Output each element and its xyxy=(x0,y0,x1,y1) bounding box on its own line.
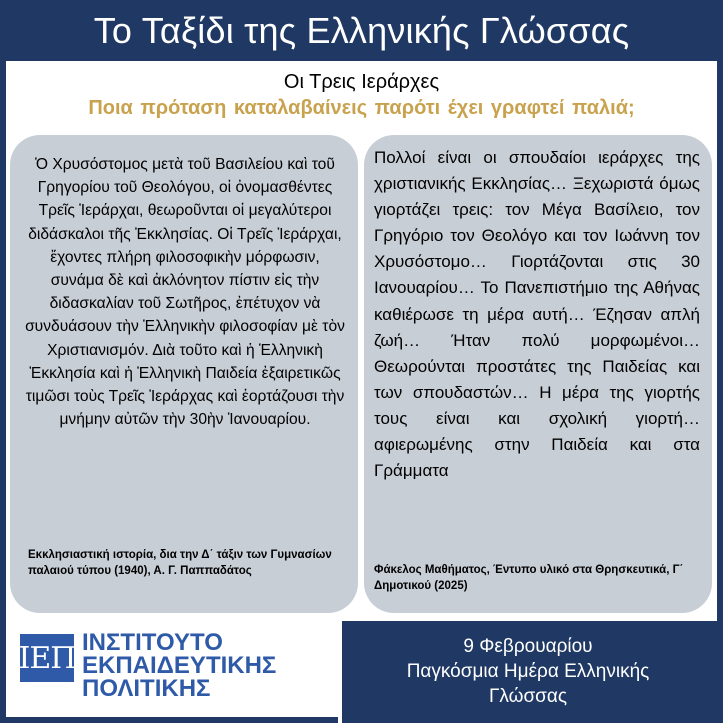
new-text-panel xyxy=(364,135,712,613)
new-text-source: Φάκελος Μαθήματος, Έντυπο υλικό στα Θρησκευτικά, Γ΄ Δημοτικού (2025) xyxy=(374,564,684,592)
iep-logo-icon: ΙΕΠ xyxy=(20,634,74,682)
logo-line-3: ΠΟΛΙΤΙΚΗΣ xyxy=(82,675,211,702)
logo-line-1: ΙΝΣΤΙΤΟΥΤΟ xyxy=(82,629,223,656)
logo-line-2: ΕΚΠΑΙΔΕΥΤΙΚΗΣ xyxy=(82,652,277,679)
event-name-line-1: Παγκόσμια Ημέρα Ελληνικής xyxy=(406,660,650,682)
iep-logo xyxy=(6,621,338,717)
old-text-source: Εκκλησιαστική ιστορία, δια την Δ΄ τάξιν των Γυμνασίων παλαιού τύπου (1940), Α. Γ. Παππαδάτος xyxy=(28,549,332,577)
old-text-panel xyxy=(10,135,358,613)
subtitle: Οι Τρεις Ιεράρχες xyxy=(283,71,440,93)
date-box xyxy=(342,627,714,715)
event-name-line-2: Γλώσσας xyxy=(488,685,568,707)
iep-logo-text xyxy=(82,631,276,700)
question: Ποια πρόταση καταλαβαίνεις παρότι έχει γραφτεί παλιά; xyxy=(88,97,635,119)
new-text: Πολλοί είναι οι σπουδαίοι ιεράρχες της χριστιανικής Εκκλησίας… Ξεχωριστά όμως γιορτάζει τρεις: τον Μέγα Βασίλειο, τον Γρηγόριο τον Θεολόγο και τον Ιωάννη τον Χρυσόστομο… Γιορτάζονται στις 30 Ιανουαρίου… Το Πανεπιστήμιο της Αθήνας καθιέρωσε τη μέρα αυτή… Έζησαν απλή ζωή… Ήταν πολύ μορφωμένοι… Θεωρούνται προστάτες της Παιδείας και των σπουδαστών… Η μέρα της γιορτής τους είναι και σχολική γιορτή… αφιερωμένης στην Παιδεία και στα Γράμματα xyxy=(374,148,700,481)
page-title: Το Ταξίδι της Ελληνικής Γλώσσας xyxy=(93,9,630,51)
event-date: 9 Φεβρουαρίου xyxy=(463,635,593,657)
old-text: Ὁ Χρυσόστομος μετὰ τοῦ Βασιλείου καὶ τοῦ Γρηγορίου τοῦ Θεολόγου, οἱ ὀνομασθέντες Τρεῖς Ἱεράρχαι, θεωροῦνται οἱ μεγαλύτεροι διδάσκαλοι τῆς Ἐκκλησίας. Οἱ Τρεῖς Ἱεράρχαι, ἔχοντες πλήρη φιλοσοφικὴν μόρφωσιν, συνάμα δὲ καὶ ἀκλόνητον πίστιν εἰς τὴν διδασκαλίαν τοῦ Σωτῆρος, ἐπέτυχον νὰ συνδυάσουν τὴν Ἑλληνικὴν φιλοσοφίαν μὲ τὸν Χριστιανισμόν. Διὰ τοῦτο καὶ ἡ Ἑλληνικὴ Ἐκκλησία καὶ ἡ Ἑλληνικὴ Παιδεία ἐξαιρετικῶς τιμῶσι τοὺς Τρεῖς Ἱεράρχας καὶ ἑορτάζουσι τὴν μνήμην αὐτῶν τὴν 30ὴν Ἰανουαρίου. xyxy=(25,156,345,429)
